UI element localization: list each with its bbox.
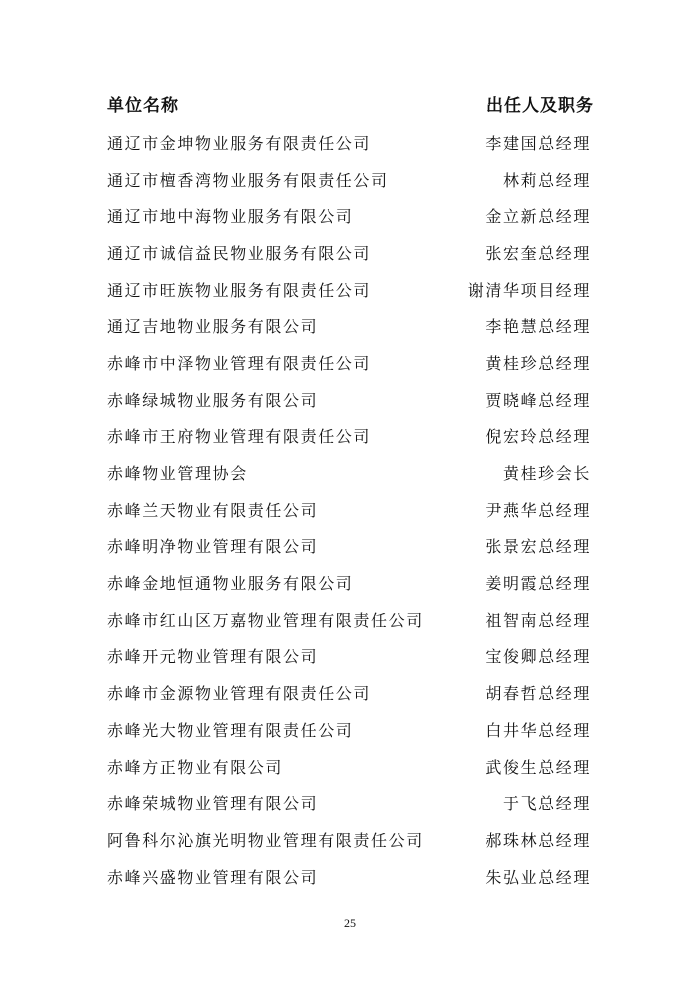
page-number: 25 [344, 916, 356, 930]
list-item [107, 638, 591, 675]
unit-name: 赤峰市金源物业管理有限责任公司 [107, 684, 372, 704]
person-title: 倪宏玲总经理 [485, 427, 591, 447]
unit-name: 赤峰物业管理协会 [107, 464, 248, 484]
unit-name: 通辽市地中海物业服务有限公司 [107, 207, 354, 227]
list-item [107, 234, 591, 271]
person-title: 谢清华项目经理 [467, 280, 591, 300]
person-title: 李艳慧总经理 [485, 317, 591, 337]
list-item [107, 418, 591, 455]
list-item [107, 528, 591, 565]
person-title: 朱弘业总经理 [485, 867, 591, 887]
list-item [107, 711, 591, 748]
unit-name: 赤峰明净物业管理有限公司 [107, 537, 319, 557]
person-title: 尹燕华总经理 [485, 500, 591, 520]
unit-name: 通辽市金坤物业服务有限责任公司 [107, 133, 372, 153]
person-title: 胡春哲总经理 [485, 684, 591, 704]
unit-name: 赤峰方正物业有限公司 [107, 757, 284, 777]
unit-name-header: 单位名称 [107, 95, 179, 116]
unit-list [107, 124, 591, 894]
list-item [107, 307, 591, 344]
person-title: 张景宏总经理 [485, 537, 591, 557]
list-item [107, 271, 591, 308]
list-item [107, 821, 591, 858]
person-title: 武俊生总经理 [485, 757, 591, 777]
person-title: 林莉总经理 [502, 170, 591, 190]
unit-name: 赤峰市王府物业管理有限责任公司 [107, 427, 372, 447]
person-title-header: 出任人及职务 [486, 95, 594, 116]
unit-name: 赤峰兰天物业有限责任公司 [107, 500, 319, 520]
person-title: 金立新总经理 [485, 207, 591, 227]
unit-name: 赤峰荣城物业管理有限公司 [107, 794, 319, 814]
unit-name: 通辽市旺族物业服务有限责任公司 [107, 280, 372, 300]
list-item [107, 381, 591, 418]
person-title: 宝俊卿总经理 [485, 647, 591, 667]
unit-name: 赤峰兴盛物业管理有限公司 [107, 867, 319, 887]
person-title: 李建国总经理 [485, 133, 591, 153]
list-item [107, 564, 591, 601]
unit-name: 赤峰光大物业管理有限责任公司 [107, 720, 354, 740]
list-item [107, 124, 591, 161]
list-item [107, 344, 591, 381]
list-item [107, 197, 591, 234]
person-title: 黄桂珍会长 [502, 464, 591, 484]
person-title: 祖智南总经理 [485, 610, 591, 630]
person-title: 黄桂珍总经理 [485, 353, 591, 373]
list-item [107, 601, 591, 638]
unit-name: 赤峰绿城物业服务有限公司 [107, 390, 319, 410]
table-header [107, 88, 594, 118]
unit-name: 阿鲁科尔沁旗光明物业管理有限责任公司 [107, 830, 424, 850]
person-title: 白井华总经理 [485, 720, 591, 740]
unit-name: 通辽市檀香湾物业服务有限责任公司 [107, 170, 389, 190]
list-item [107, 784, 591, 821]
person-title: 于飞总经理 [502, 794, 591, 814]
unit-name: 通辽吉地物业服务有限公司 [107, 317, 319, 337]
unit-name: 通辽市诚信益民物业服务有限公司 [107, 243, 372, 263]
unit-name: 赤峰开元物业管理有限公司 [107, 647, 319, 667]
unit-name: 赤峰金地恒通物业服务有限公司 [107, 574, 354, 594]
person-title: 张宏奎总经理 [485, 243, 591, 263]
list-item [107, 674, 591, 711]
list-item [107, 491, 591, 528]
list-item [107, 454, 591, 491]
list-item [107, 748, 591, 785]
unit-name: 赤峰市红山区万嘉物业管理有限责任公司 [107, 610, 424, 630]
person-title: 郝珠林总经理 [485, 830, 591, 850]
list-item [107, 858, 591, 895]
list-item [107, 161, 591, 198]
person-title: 贾晓峰总经理 [485, 390, 591, 410]
unit-name: 赤峰市中泽物业管理有限责任公司 [107, 353, 372, 373]
person-title: 姜明霞总经理 [485, 574, 591, 594]
